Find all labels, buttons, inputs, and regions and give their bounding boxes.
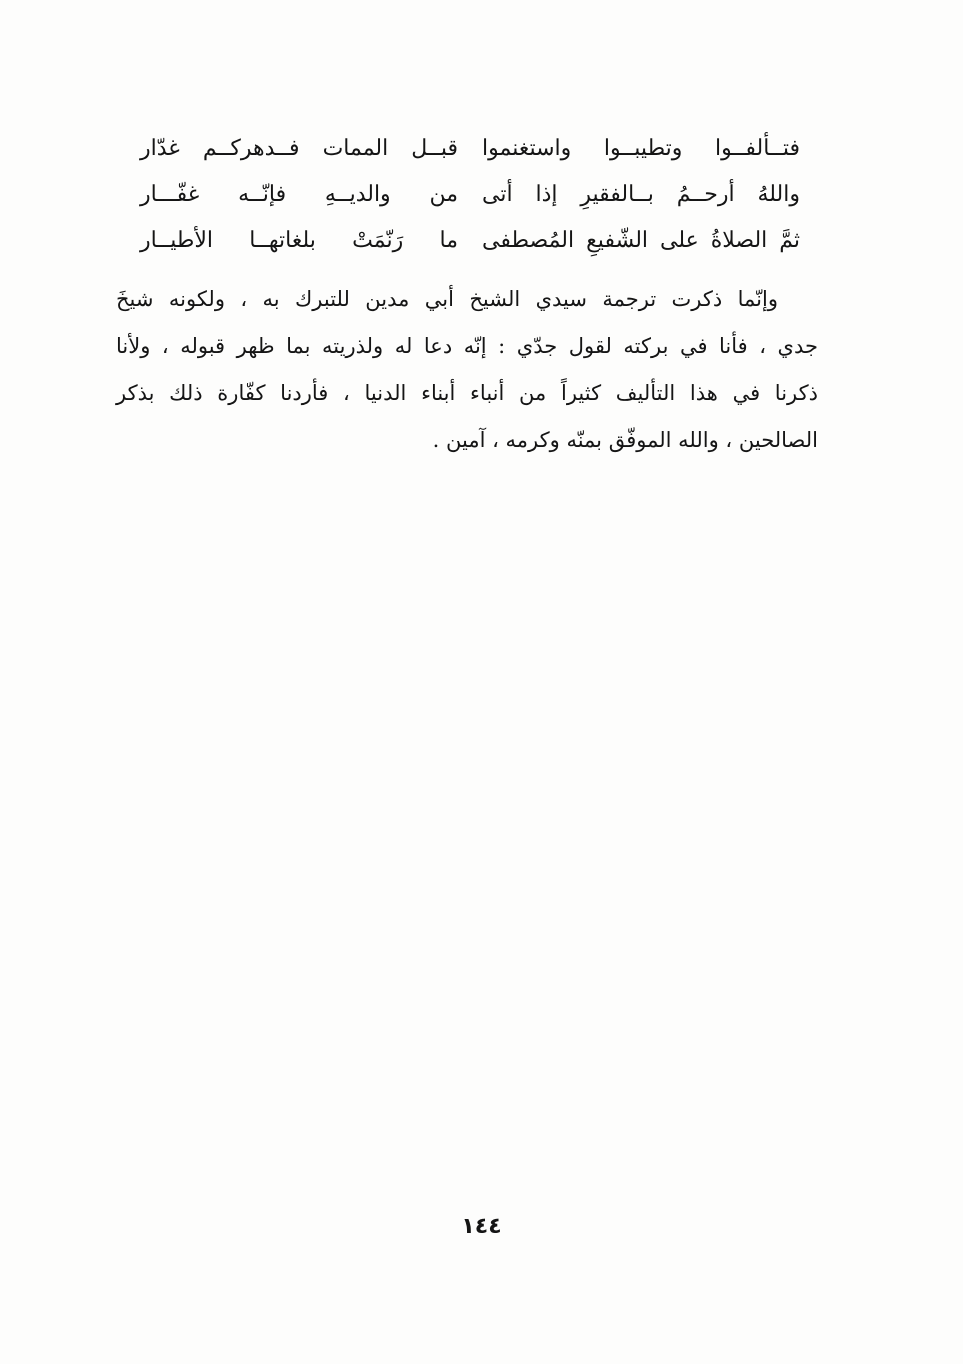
- prose-paragraph: [116, 276, 818, 464]
- poem-second-hemistich: ما رَنّمَتْ بلغاتهــا الأطيــار: [140, 228, 458, 253]
- prose-line: وإنّما ذكرت ترجمة سيدي الشيخ أبي مدين للتبرك به ، ولكونه شيخَ: [116, 287, 778, 311]
- prose-line: الصالحين ، والله الموفّق بمنّه وكرمه ، آمين .: [432, 428, 818, 452]
- poem-second-hemistich: قبــل الممات فــدهركــم غدّار: [140, 136, 458, 161]
- prose-line: جدي ، فأنا في بركته لقول جدّي : إنّه دعا له ولذريته بما ظهر قبوله ، ولأنا: [116, 334, 818, 358]
- poem-block: [140, 126, 800, 264]
- poem-verse: [140, 218, 800, 264]
- poem-verse: [140, 126, 800, 172]
- prose-line: ذكرنا في هذا التأليف كثيراً من أنباء أبناء الدنيا ، فأردنا كفّارة ذلك بذكر: [116, 381, 818, 405]
- page-number: ١٤٤: [461, 1214, 502, 1239]
- poem-second-hemistich: من والديــهِ فإنّــه غفّـــار: [140, 182, 458, 207]
- poem-first-hemistich: واللهُ أرحــمُ بــالفقيرِ إذا أتى: [482, 182, 800, 207]
- poem-verse: [140, 172, 800, 218]
- poem-first-hemistich: ثمَّ الصلاةُ على الشّفيعِ المُصطفى: [482, 228, 800, 253]
- poem-first-hemistich: فتــألفــوا وتطيبــوا واستغنموا: [482, 136, 800, 161]
